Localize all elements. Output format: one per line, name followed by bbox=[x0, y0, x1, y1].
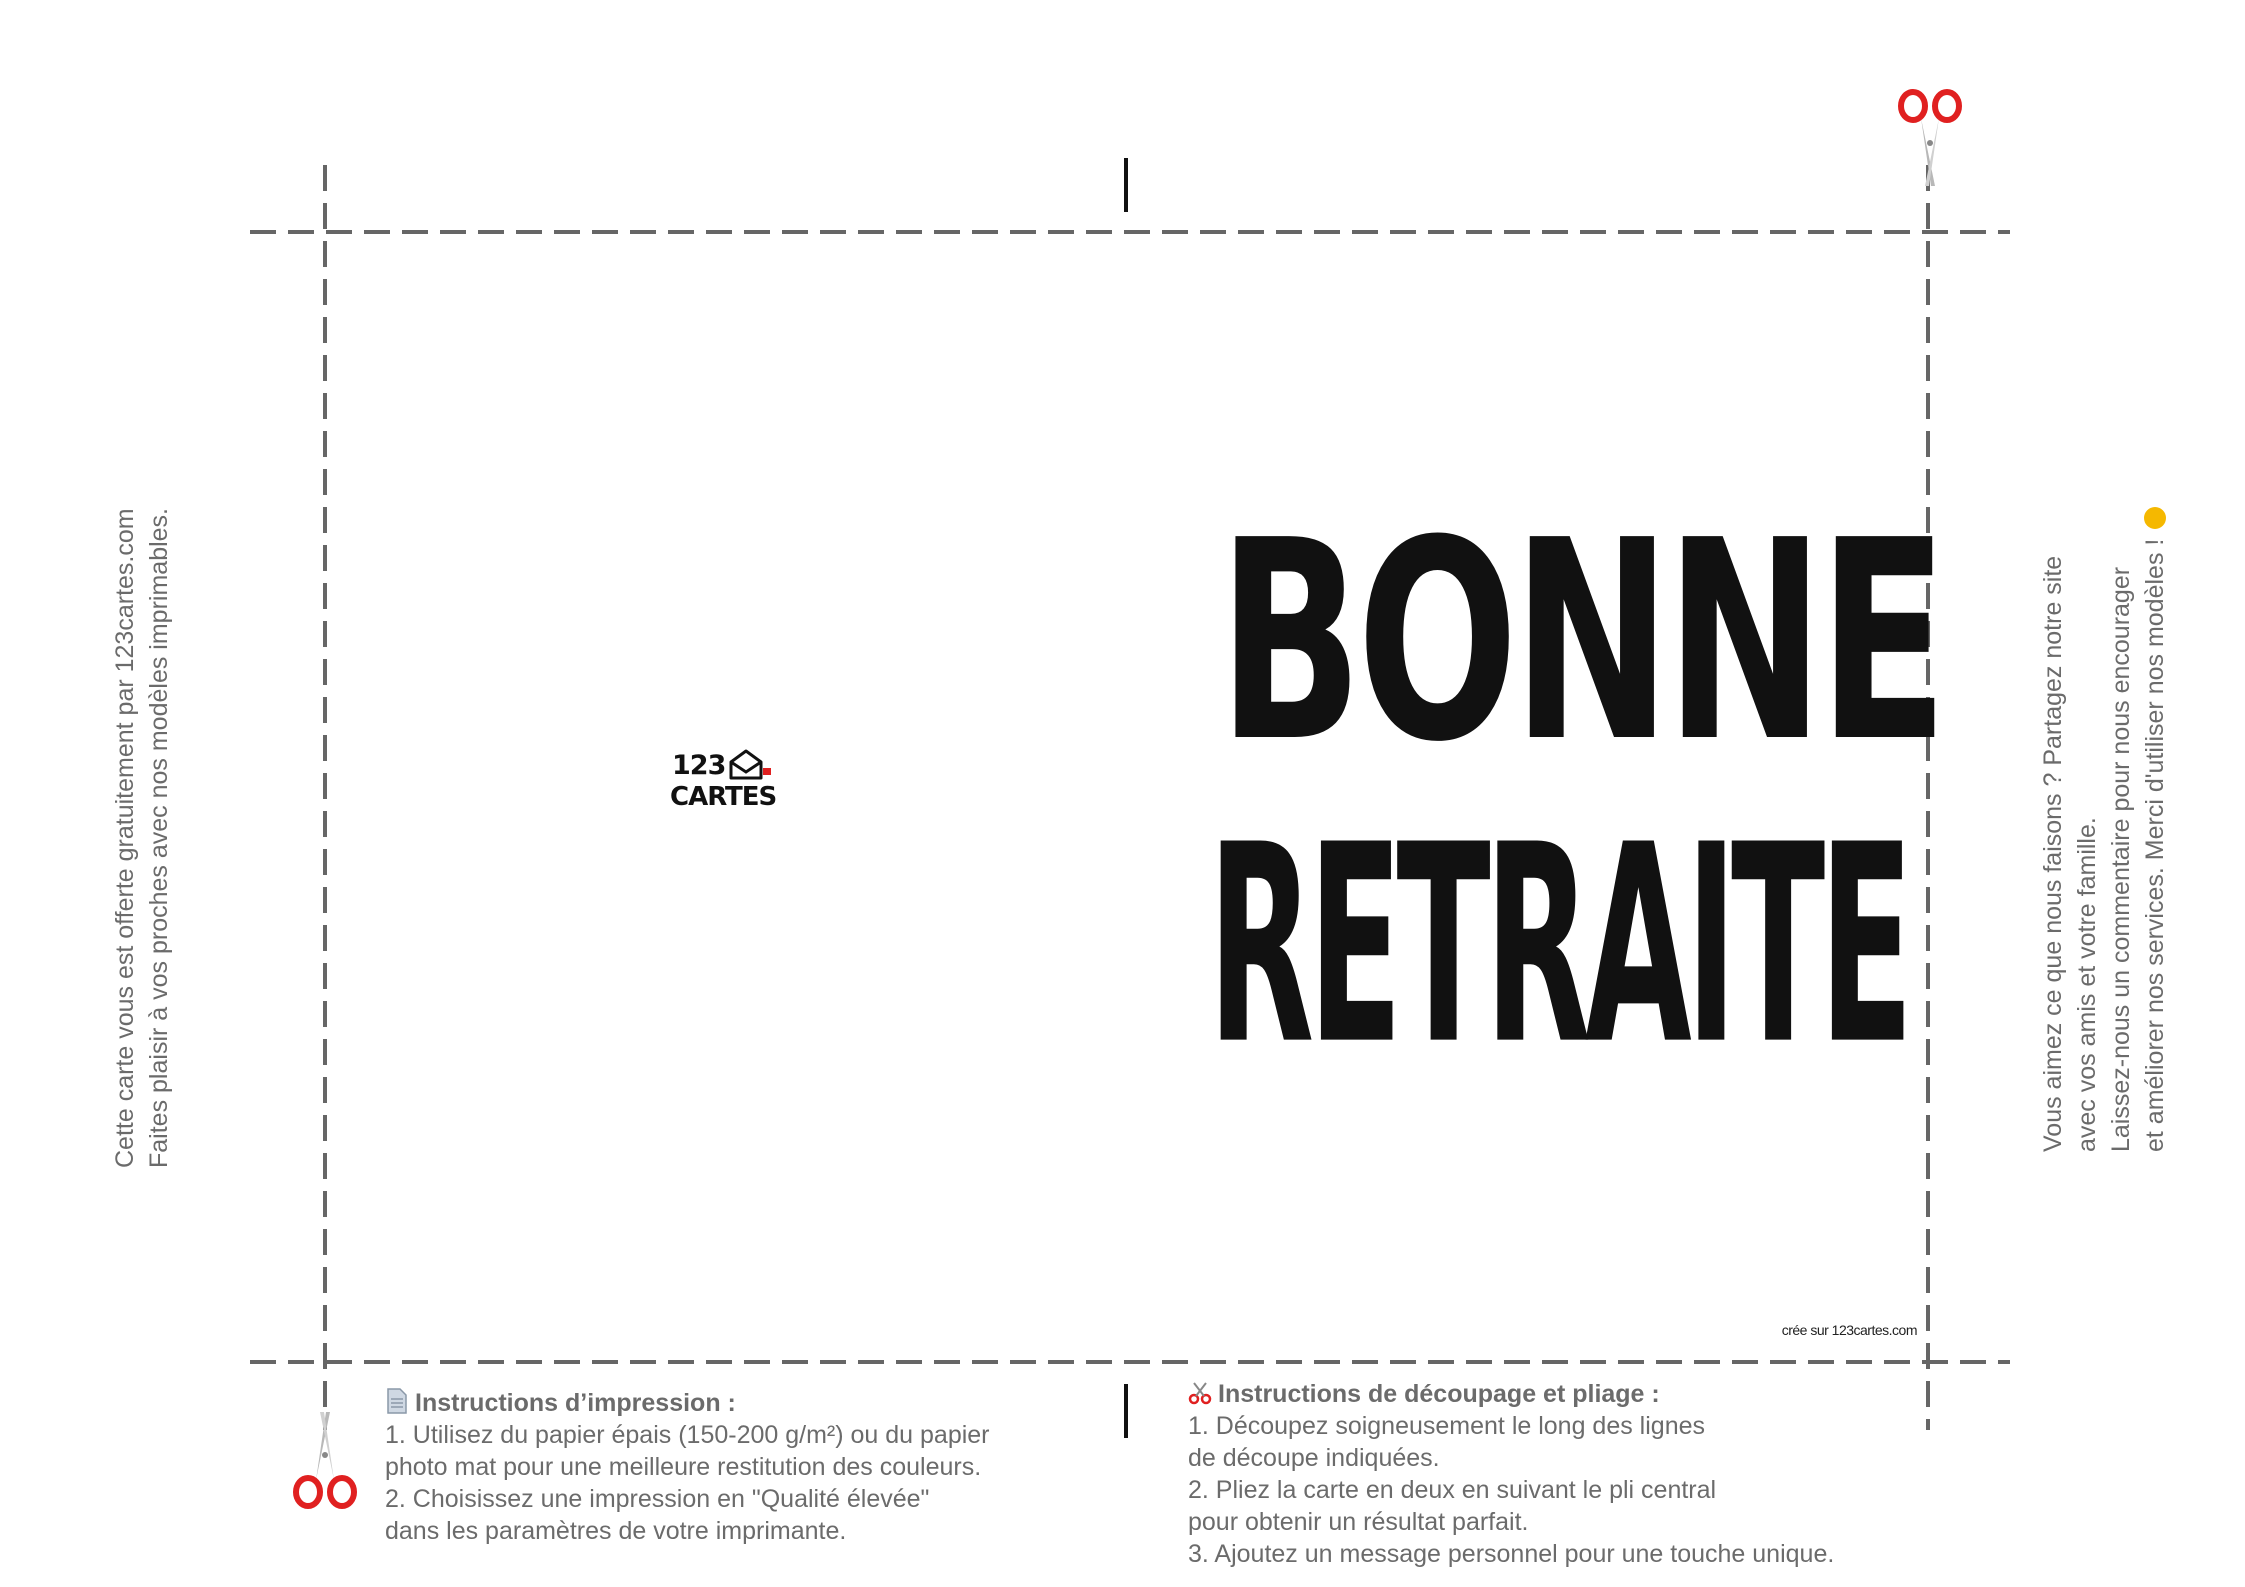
print-instructions bbox=[385, 1387, 1105, 1547]
cut-line-2: de découpe indiquées. bbox=[1188, 1444, 1440, 1472]
logo-number: 123 bbox=[672, 750, 726, 781]
logo bbox=[670, 748, 790, 818]
cut-line-3: 2. Pliez la carte en deux en suivant le pli central bbox=[1188, 1476, 1717, 1504]
print-line-1: 1. Utilisez du papier épais (150-200 g/m²) ou du papier bbox=[385, 1421, 990, 1449]
credit-text: crée sur 123cartes.com bbox=[1781, 1322, 1917, 1338]
print-line-2: photo mat pour une meilleure restitution des couleurs. bbox=[385, 1453, 982, 1481]
envelope-icon bbox=[728, 748, 772, 780]
print-instructions-title-text: Instructions d’impression : bbox=[415, 1389, 736, 1417]
right-note-line4-text: et améliorer nos services. Merci d'utiliser nos modèles ! bbox=[2141, 538, 2169, 1152]
print-instructions-title bbox=[385, 1387, 1105, 1419]
smiley-icon bbox=[2144, 507, 2166, 529]
scissors-icon bbox=[290, 1410, 360, 1510]
cut-line-1: 1. Découpez soigneusement le long des lignes bbox=[1188, 1412, 1706, 1440]
scissors-icon bbox=[1895, 88, 1965, 188]
right-note bbox=[2036, 507, 2172, 1152]
print-line-3: 2. Choisissez une impression en "Qualité élevée" bbox=[385, 1485, 930, 1513]
right-note-line3: Laissez-nous un commentaire pour nous encourager bbox=[2107, 566, 2135, 1152]
right-note-line4 bbox=[2138, 507, 2172, 1152]
left-note-line1: Cette carte vous est offerte gratuitement par 123cartes.com bbox=[111, 508, 139, 1168]
headline-line2: RETRAITE bbox=[1208, 786, 1908, 1106]
cut-line-5: 3. Ajoutez un message personnel pour une touche unique. bbox=[1188, 1540, 1835, 1568]
scissors-icon bbox=[1188, 1381, 1212, 1405]
cut-line-4: pour obtenir un résultat parfait. bbox=[1188, 1508, 1529, 1536]
print-line-4: dans les paramètres de votre imprimante. bbox=[385, 1517, 847, 1545]
right-note-line1: Vous aimez ce que nous faisons ? Partagez notre site bbox=[2039, 555, 2067, 1152]
headline-line1: BONNE bbox=[1218, 481, 1943, 803]
cut-instructions-title-text: Instructions de découpage et pliage : bbox=[1218, 1380, 1660, 1408]
left-note bbox=[108, 508, 176, 1168]
cut-instructions bbox=[1188, 1378, 1948, 1570]
cut-instructions-title bbox=[1188, 1378, 1948, 1410]
right-note-line2: avec vos amis et votre famille. bbox=[2073, 817, 2101, 1152]
left-note-line2: Faites plaisir à vos proches avec nos modèles imprimables. bbox=[145, 508, 173, 1168]
logo-word: CARTES bbox=[670, 782, 777, 812]
document-icon bbox=[385, 1388, 409, 1414]
